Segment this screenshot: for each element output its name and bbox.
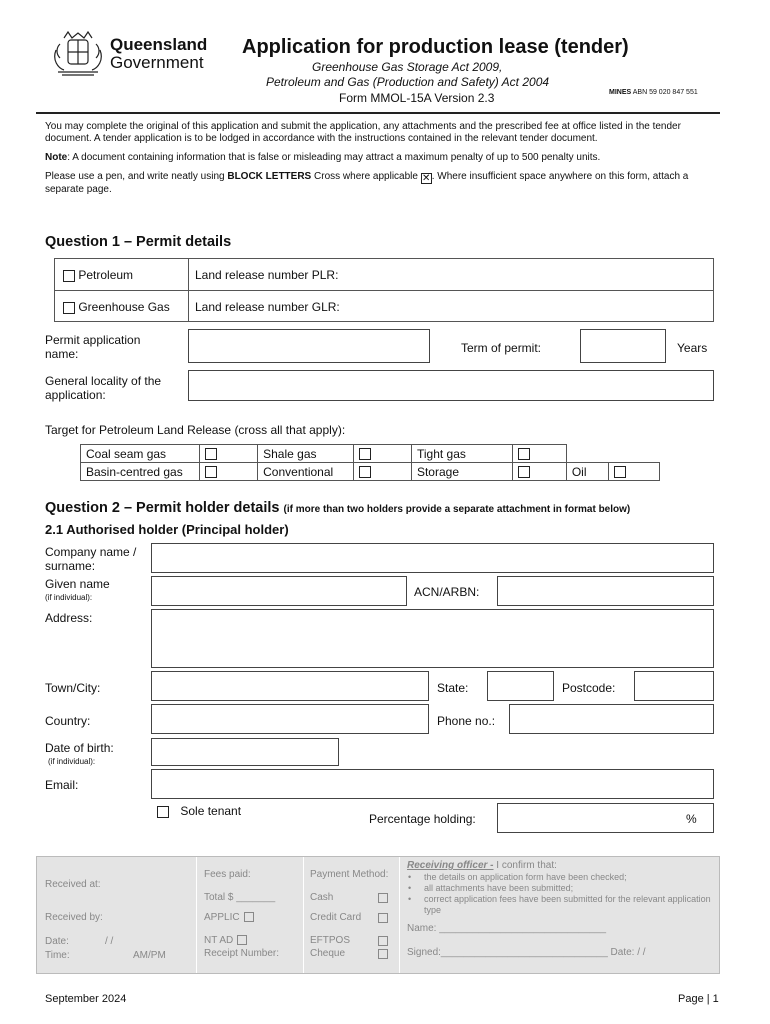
officer-name-line: Name: ______________________________ [407, 923, 607, 934]
total-label: Total $ _______ [204, 892, 276, 903]
receipt-label: Receipt Number: [204, 948, 280, 959]
locality-label: General locality of the application: [45, 374, 162, 402]
list-item: • the details on application form have been checked; [406, 872, 711, 883]
conventional-checkbox-cell[interactable] [354, 463, 412, 481]
town-label: Town/City: [45, 681, 101, 695]
tight-label: Tight gas [411, 445, 512, 463]
cheque-checkbox [378, 949, 388, 959]
empty-cell [609, 445, 660, 463]
section-2-1-heading: 2.1 Authorised holder (Principal holder) [45, 522, 289, 537]
act-line-2: Petroleum and Gas (Production and Safety) Act 2004 [266, 75, 550, 89]
question-2-heading [45, 500, 630, 516]
cheque-option [310, 948, 388, 959]
country-label: Country: [45, 714, 91, 728]
question-2-title: Question 2 – Permit holder details [45, 500, 280, 516]
date-separator: / / [105, 936, 114, 947]
acn-label: ACN/ARBN: [414, 585, 480, 599]
oil-checkbox-cell[interactable] [609, 463, 660, 481]
officer-checklist [406, 872, 711, 916]
address-input[interactable] [151, 609, 714, 668]
sole-tenant-checkbox[interactable] [157, 806, 169, 818]
abn-number: ABN 59 020 847 551 [632, 89, 698, 96]
page-title: Application for production lease (tender) [242, 36, 629, 58]
form-version: Form MMOL-15A Version 2.3 [339, 91, 495, 105]
percent-sign: % [686, 812, 697, 826]
question-1-heading: Question 1 – Permit details [45, 234, 232, 250]
locality-input[interactable] [188, 370, 714, 401]
percentage-label: Percentage holding: [369, 812, 476, 826]
fees-paid-label: Fees paid: [204, 869, 251, 880]
eftpos-checkbox [378, 936, 388, 946]
dob-input[interactable] [151, 738, 339, 766]
tight-checkbox[interactable] [518, 448, 530, 460]
credit-option [310, 912, 388, 923]
ntad-checkbox [237, 935, 247, 945]
table-divider-h [55, 290, 713, 291]
note-paragraph [45, 152, 717, 164]
intro-paragraph: You may complete the original of this application and submit the application, any attachments and the prescribed fee at office listed in the tender document. A tender application is to be lodged in accordance with the instructions contained in the relevant tender document. [45, 121, 681, 144]
state-label: State: [437, 681, 469, 695]
shale-checkbox[interactable] [359, 448, 371, 460]
given-name-note: (if individual): [45, 593, 93, 602]
cash-label: Cash [310, 892, 334, 903]
instructions-part-2: Cross where applicable [311, 171, 421, 182]
ampm-label: AM/PM [133, 950, 166, 961]
given-name-text: Given name [45, 577, 110, 591]
land-release-table [54, 258, 714, 322]
office-column-2 [197, 857, 304, 973]
instructions-paragraph [45, 171, 717, 196]
acn-input[interactable] [497, 576, 714, 606]
basin-checkbox-cell[interactable] [200, 463, 258, 481]
phone-label: Phone no.: [437, 714, 496, 728]
tight-checkbox-cell[interactable] [513, 445, 567, 463]
credit-label: Credit Card [310, 912, 362, 923]
coal-checkbox[interactable] [205, 448, 217, 460]
storage-checkbox[interactable] [518, 466, 530, 478]
term-label: Term of permit: [461, 341, 542, 355]
intro [45, 121, 717, 196]
officer-line [407, 860, 557, 871]
table-row [81, 445, 660, 463]
confirm-text: I confirm that: [493, 860, 557, 871]
phone-input[interactable] [509, 704, 714, 734]
office-column-4 [400, 857, 721, 973]
dob-label [45, 741, 150, 769]
address-label: Address: [45, 611, 93, 625]
town-input[interactable] [151, 671, 429, 701]
email-label: Email: [45, 778, 79, 792]
email-input[interactable] [151, 769, 714, 799]
greenhouse-option[interactable] [63, 300, 170, 314]
country-input[interactable] [151, 704, 429, 734]
storage-checkbox-cell[interactable] [513, 463, 567, 481]
office-column-1 [37, 857, 197, 973]
eftpos-option [310, 935, 388, 946]
permit-name-input[interactable] [188, 329, 430, 363]
credit-checkbox [378, 913, 388, 923]
instructions-part-1: Please use a pen, and write neatly using [45, 171, 228, 182]
officer-label: Receiving officer - [407, 860, 494, 871]
note-text: : A document containing information that is false or misleading may attract a maximum penalty of up to 500 penalty units. [67, 152, 601, 163]
postcode-input[interactable] [634, 671, 714, 701]
basin-label: Basin-centred gas [81, 463, 200, 481]
dob-note: (if individual): [48, 757, 96, 766]
abn-line [609, 89, 698, 96]
plr-label: Land release number PLR: [195, 268, 339, 282]
question-2-note: (if more than two holders provide a separate attachment in format below) [283, 504, 631, 515]
storage-label: Storage [411, 463, 512, 481]
eftpos-label: EFTPOS [310, 935, 351, 946]
cash-checkbox [378, 893, 388, 903]
oil-label: Oil [566, 463, 609, 481]
conventional-checkbox[interactable] [359, 466, 371, 478]
petroleum-checkbox[interactable] [63, 270, 75, 282]
coat-of-arms-icon [50, 30, 106, 78]
applic-option [204, 912, 254, 923]
logo-text [110, 36, 207, 72]
list-item: • all attachments have been submitted; [406, 883, 711, 894]
term-input[interactable] [580, 329, 666, 363]
shale-checkbox-cell[interactable] [354, 445, 412, 463]
instructions-part-3: . Where insufficient space anywhere on this form, attach a separate page. [45, 171, 689, 195]
cheque-label: Cheque [310, 948, 346, 959]
officer-signed-line: Signed:______________________________ Date: / / [407, 947, 646, 958]
date-label: Date: [45, 936, 69, 947]
permit-name-label: Permit application name: [45, 333, 141, 361]
postcode-label: Postcode: [562, 681, 616, 695]
note-label: Note [45, 152, 68, 163]
dob-text: Date of birth: [45, 741, 114, 755]
applic-checkbox [244, 912, 254, 922]
glr-label: Land release number GLR: [195, 300, 340, 314]
ntad-option [204, 935, 247, 946]
ntad-label: NT AD [204, 935, 234, 946]
conventional-label: Conventional [258, 463, 354, 481]
applic-label: APPLIC [204, 912, 240, 923]
sole-tenant-label: Sole tenant [180, 804, 242, 818]
company-label: Company name / surname: [45, 545, 137, 573]
target-label: Target for Petroleum Land Release (cross all that apply): [45, 423, 346, 437]
act-line-1: Greenhouse Gas Storage Act 2009, [312, 60, 503, 74]
table-row [81, 463, 660, 481]
target-table [80, 444, 660, 481]
mines-label: MINES [609, 89, 632, 96]
empty-cell [566, 445, 609, 463]
logo-line-2: Government [110, 53, 204, 72]
footer-date: September 2024 [45, 993, 127, 1005]
time-label: Time: [45, 950, 70, 961]
list-item: • correct application fees have been submitted for the relevant application type [406, 894, 711, 916]
office-use-block [36, 856, 720, 974]
crossed-box-icon: ✕ [422, 173, 431, 184]
shale-label: Shale gas [258, 445, 354, 463]
years-label: Years [677, 341, 708, 355]
received-by-label: Received by: [45, 912, 103, 923]
petroleum-option[interactable] [63, 268, 133, 282]
petroleum-label: Petroleum [78, 268, 134, 282]
basin-checkbox[interactable] [205, 466, 217, 478]
office-column-3 [304, 857, 400, 973]
sole-tenant-option[interactable] [157, 804, 241, 818]
company-input[interactable] [151, 543, 714, 573]
given-name-label [45, 577, 150, 605]
state-input[interactable] [487, 671, 554, 701]
payment-method-label: Payment Method: [310, 869, 389, 880]
header-divider [36, 112, 720, 114]
page-number: Page | 1 [678, 993, 719, 1005]
coal-label: Coal seam gas [81, 445, 200, 463]
coal-checkbox-cell[interactable] [200, 445, 258, 463]
logo-line-1: Queensland [110, 35, 208, 54]
block-letters: BLOCK LETTERS [227, 171, 312, 182]
greenhouse-checkbox[interactable] [63, 302, 75, 314]
received-at-label: Received at: [45, 879, 101, 890]
oil-checkbox[interactable] [614, 466, 626, 478]
percentage-input[interactable] [497, 803, 714, 833]
cash-option [310, 892, 388, 903]
given-name-input[interactable] [151, 576, 407, 606]
greenhouse-label: Greenhouse Gas [78, 300, 170, 314]
